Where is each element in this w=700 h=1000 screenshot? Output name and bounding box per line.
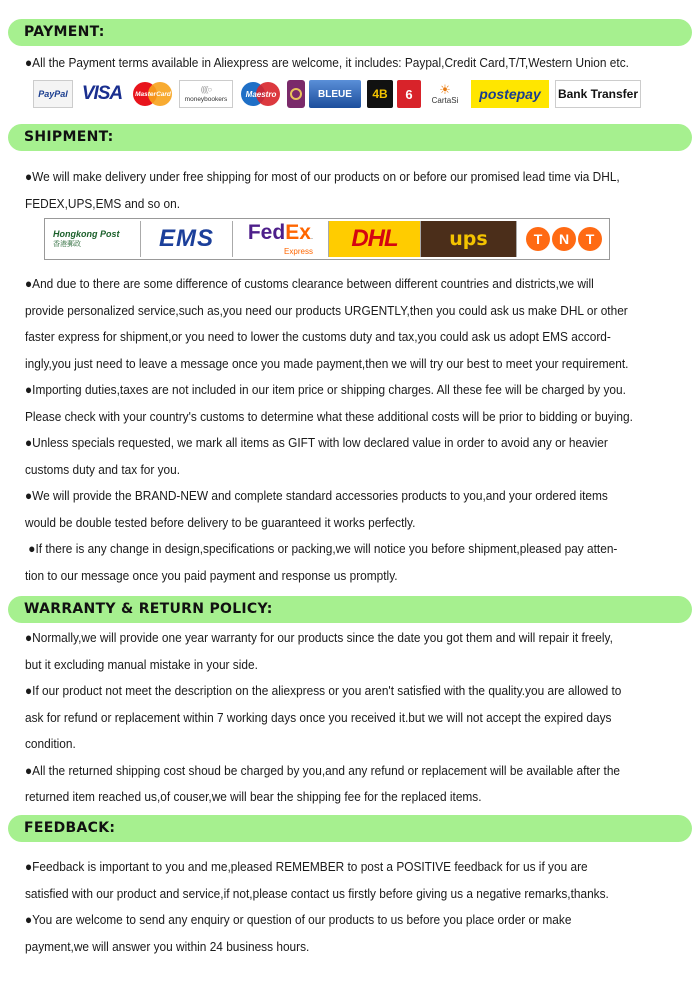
payment-text: ●All the Payment terms available in Aliexpress are welcome, it includes: Paypal,Credit Card,T/T,Western Union etc. (25, 55, 629, 70)
warranty-line: ●If our product not meet the description on the aliexpress or you aren't satisfied with the quality.you are allowed to (25, 683, 622, 698)
dhl-logo: DHL (329, 221, 421, 257)
tnt-logo (517, 221, 611, 257)
ups-logo: ups (421, 221, 517, 257)
feedback-text (25, 854, 680, 960)
tnt-letters (526, 227, 602, 251)
shipment-detail-line: ●We will provide the BRAND-NEW and complete standard accessories products to you,and your ordered items (25, 488, 608, 503)
carrier-logos (44, 218, 610, 260)
feedback-line: satisfied with our product and service,if not,please contact us firstly before giving us a negative remarks,thanks. (25, 885, 609, 901)
warranty-header: WARRANTY & RETURN POLICY: (8, 596, 692, 623)
mastercard-logo: MasterCard (131, 80, 175, 108)
warranty-line: but it excluding manual mistake in your side. (25, 656, 258, 672)
4b-logo (367, 80, 393, 108)
warranty-text (25, 625, 680, 811)
moneybookers-rings-icon: ((((○ (200, 84, 212, 94)
fedex-dot: . (310, 231, 314, 241)
shipment-detail-line: provide personalized service,such as,you need our products URGENTLY,then you could ask us make DHL or other (25, 302, 628, 318)
payment-text-block (25, 50, 680, 77)
shipment-line: FEDEX,UPS,EMS and so on. (25, 195, 181, 211)
maestro-logo: Maestro (239, 80, 283, 108)
feedback-line: ●You are welcome to send any enquiry or question of our products to us before you place order or make (25, 912, 572, 927)
shipment-detail-line: faster express for shipment,or you need to lower the customs duty and tax,you could ask us adopt EMS accord- (25, 329, 611, 344)
warranty-line: ●All the returned shipping cost shoud be charged by you,and any refund or replacement will be available after the (25, 762, 621, 778)
6000-logo (397, 80, 421, 108)
shipment-detail-line: ●Importing duties,taxes are not included in our item price or shipping charges. All these fee will be charged by you. (25, 382, 626, 397)
shipment-detail-line: ●If there is any change in design,specifications or packing,we will notice you before shipment,pleased pay atten- (25, 541, 618, 556)
shipment-detail-line: ●Unless specials requested, we mark all items as GIFT with low declared value in order to avoid any or heavier (25, 435, 608, 450)
feedback-line: ●Feedback is important to you and me,pleased REMEMBER to post a POSITIVE feedback for us if you are (25, 859, 588, 874)
warranty-line: ask for refund or replacement within 7 working days once you received it.but we will not accept the expired days (25, 709, 612, 725)
shipment-details (25, 271, 680, 589)
warranty-line: returned item reached us,of couser,we will bear the shipping fee for the replaced items. (25, 789, 482, 804)
shipment-detail-line: ingly,you just need to leave a message once you made payment,then we will try our best to meet your requirement. (25, 355, 629, 371)
visa-logo: VISA (81, 83, 123, 104)
cartasi-logo: ☀ CartaSi (431, 81, 459, 105)
shipment-detail-line: Please check with your country's customs to determine what these additional costs will be prior to bidding or buying. (25, 408, 633, 424)
warranty-line: ●Normally,we will provide one year warranty for our products since the date you got them and will repair it freely, (25, 630, 613, 645)
bank-transfer-logo: Bank Transfer (555, 80, 641, 108)
4b-mark: 4B (372, 87, 388, 101)
tnt-letter: T (578, 227, 602, 251)
cartasi-sun-icon: ☀ (439, 81, 451, 97)
carte-bleue-logo: BLEUE (309, 80, 361, 108)
tnt-letter: N (552, 227, 576, 251)
shipment-line: ●We will make delivery under free shipping for most of our products on or before our promised lead time via DHL, (25, 169, 620, 184)
paypal-logo: PayPal (33, 80, 73, 108)
warranty-line: condition. (25, 736, 76, 751)
solo-logo (287, 80, 305, 108)
payment-header: PAYMENT: (8, 19, 692, 46)
feedback-header: FEEDBACK: (8, 815, 692, 842)
shipment-intro (25, 164, 680, 217)
moneybookers-logo: ((((○ moneybookers (179, 80, 233, 108)
fedex-logo: FedEx. Express (233, 221, 329, 257)
postepay-logo: postepay (471, 80, 549, 108)
hongkong-post-logo: Hongkong Post 香港郵政 (45, 221, 141, 257)
tnt-letter: T (526, 227, 550, 251)
shipment-detail-line: customs duty and tax for you. (25, 461, 181, 477)
shipment-header: SHIPMENT: (8, 124, 692, 151)
6000-mark: 6 (405, 86, 413, 102)
shipment-detail-line: ●And due to there are some difference of customs clearance between different countries and districts,we will (25, 276, 594, 291)
shipment-detail-line: tion to our message once you paid payment and response us promptly. (25, 567, 398, 583)
solo-ring-icon (290, 88, 302, 100)
ems-logo: EMS (141, 221, 233, 257)
feedback-line: payment,we will answer you within 24 business hours. (25, 938, 310, 954)
shipment-detail-line: would be double tested before delivery to be guaranteed it works perfectly. (25, 514, 416, 530)
